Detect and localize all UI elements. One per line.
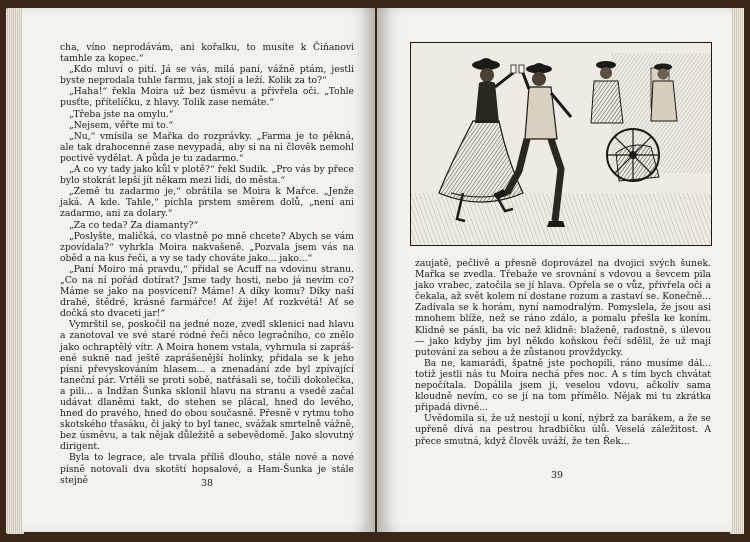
paragraph: „Nu,“ vmísila se Mařka do rozprávky. „Farma je to pěkná, ale tak drahocenné zase nevypadá, aby si na ni člověk nemohl poctivě vydělat. A půda je tu zadarmo.“ (60, 130, 354, 164)
paragraph: Ba ne, kamarádi, špatně jste pochopili, ráno musíme dál... totiž jestli nás tu Moira nechá přes noc. A s tím bych chvátat nepočítala. Dopálila jsem ji, veselou vdovu, ačkoliv sama kloudně nevím, co se jí na tom přímělo. Nějak mi tu zkrátka připadá divné... (415, 357, 711, 414)
paragraph: „Kdo mluví o pití. Já se vás, milá paní, vážně ptám, jestli byste neprodala tuhle farmu, jak stojí a leží. Kolik za to?“ (60, 64, 354, 87)
left-page-number: 38 (200, 478, 214, 489)
paragraph: Vymrštil se, poskočil na jedné noze, zvedl sklenici nad hlavu a zanotoval ve své staré rodné řeči něco legračního, co znělo jako ochraptělý vítr. A Moira honem vstala, vyhrnula si zaprášené suknë nad ještě zaprášenější holínky, přidala se k jeho písni převyskováním hlasem... a znenadání zde byl zpívající taneční pár. Vrtěli se proti sobě, natřásali se, točili dokolečka, a pili... a Indžan Šunka sklonil hlavu na stranu a vsedě začal udávat dlaněmi takt, do stehen se plácal, hned do levého, hned do pravého, hned do obou současně. Přesně v rytmu toho skotského třasáku, či jaký to byl tanec, svážak smrtelně vážně, bez úsměvu, a tak nějak důležitě a sebevědomě. Jako slovutný dirigent. (60, 319, 354, 453)
paragraph: „Paní Moiro má pravdu,“ přidal se Acuff na vdovinu stranu. „Co na ní pořád dotírat? Jsme tady hosti, nebo já nevím co? Máme se jako na posvícení? Máme! A díky komu? Díky naší drahé, štědré, krásné farmářce! Ať žije! Ať rozkvétá! Ať se dočká sto dvaceti jar!“ (60, 263, 354, 320)
paragraph: cha, víno neprodávám, ani kořalku, to musíte k Čiňanovi tamhle za kopec.“ (60, 42, 354, 65)
paragraph: „Země tu zadarmo je,“ obrátila se Moira k Mařce. „Jenže jaká. A kde. Tahle,“ píchla prstem směrem dolů, „není ani zadarmo, ani za dolary.“ (60, 186, 354, 220)
paragraph: „Za co teda? Za diamanty?“ (69, 219, 199, 231)
right-page-number: 39 (550, 470, 564, 481)
paragraph: zaujatě, pečlivě a přesně doprovázel na dvojici svých šunek. Mařka se zvedla. Třebaže ve srovnání s vdovou a ševcem pila jako vrabec, zatočila se jí hlava. Opřela se o vůz, přivřela oči a čekala, až svět kolem ní dostane rozum a zastaví se. Konečně... Zadívala se k horám, nyní namodralým. Pomyslela, že jsou asi mnohem blíže, než se ráno zdálo, a pomalu přešla ke koním. Klidně se pásli, ba víc než klidně: blaženě, radostně, s úlevou — jako kdyby jim byl někdo koňskou řečí sdělil, že už mají putování za sebou a že zůstanou provždycky. (415, 258, 711, 358)
paragraph: „Nejsem, věřte mi to.“ (69, 119, 174, 131)
paragraph: Byla to legrace, ale trvala příliš dlouho, stále nové a nové písně notovali dva skotští hopsalové, a Ham-Šunka je stále stejně (60, 452, 354, 486)
dancing-couple-illustration (410, 42, 712, 246)
page-stack-right (730, 8, 744, 534)
paragraph: „Haha!“ řekla Moira už bez úsměvu a přivřela oči. „Tohle pusťte, přítelíčku, z hlavy. Tolik zase nemáte.“ (60, 86, 354, 109)
paragraph: Uvědomila si, že už nestojí u koní, nýbrž za barákem, a že se upřeně dívá na pestrou hradbičku úlů. Veselá záležitost. A přece smutná, když člověk uváží, že ten Řek... (415, 413, 711, 447)
paragraph: „A co vy tady jako kůl v plotě?“ řekl Sudik. „Pro vás by přece bylo stokrát lepší jít někam mezi lidi, do města.“ (60, 164, 354, 187)
paragraph: „Poslyšte, maličká, co vlastně po mně chcete? Abych se vám zpovídala?“ vyhrkla Moira nakvašeně. „Pozvala jsem vás na oběd a na kus řeči, a vy se tady chováte jako... jako...“ (60, 230, 354, 264)
paragraph: „Třeba jste na omylu.“ (69, 108, 174, 120)
left-page (22, 8, 375, 532)
left-page-text (60, 42, 354, 486)
right-page-text (415, 258, 711, 447)
right-page (377, 8, 732, 532)
